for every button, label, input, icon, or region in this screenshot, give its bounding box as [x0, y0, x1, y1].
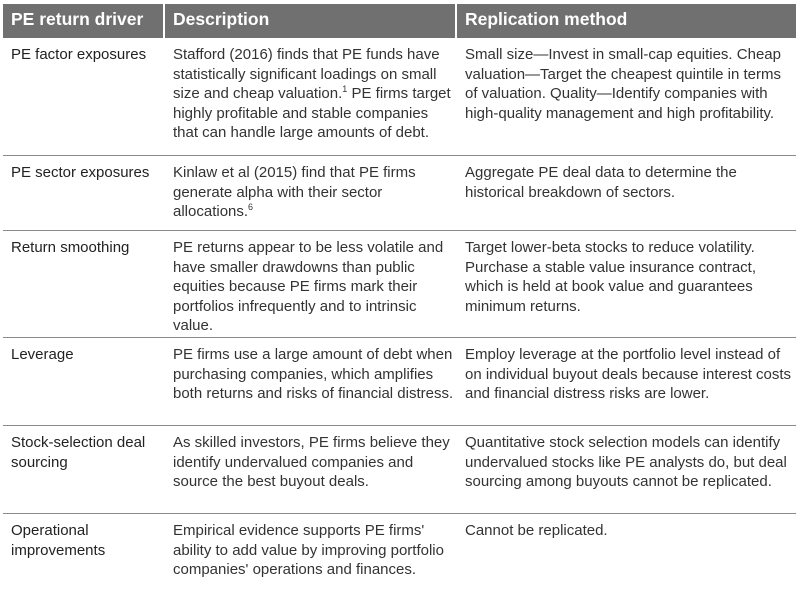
description-cell: As skilled investors, PE firms believe they identify undervalued companies and source the best buyout deals.	[165, 426, 457, 514]
header-replication: Replication method	[457, 4, 796, 38]
description-cell: PE returns appear to be less volatile and have smaller drawdowns than public equities because PE firms mark their portfolios infrequently and to intrinsic value.	[165, 231, 457, 338]
table-row	[3, 156, 796, 231]
header-row	[3, 4, 796, 38]
description-text-tail: PE firms target highly profitable and stable companies that can handle large amounts of debt.	[173, 85, 451, 142]
table-body	[3, 38, 796, 590]
table-row	[3, 38, 796, 156]
replication-cell: Target lower-beta stocks to reduce volatility. Purchase a stable value insurance contract, which is held at book value and guarantees minimum returns.	[457, 231, 796, 338]
replication-cell: Aggregate PE deal data to determine the historical breakdown of sectors.	[457, 156, 796, 231]
replication-cell: Small size—Invest in small-cap equities. Cheap valuation—Target the cheapest quintile in terms of valuation. Quality—Identify companies with high-quality management and high profitability.	[457, 38, 796, 156]
driver-cell: PE sector exposures	[3, 156, 165, 231]
driver-cell: Return smoothing	[3, 231, 165, 338]
description-text: Kinlaw et al (2015) find that PE firms generate alpha with their sector allocations.	[173, 164, 416, 221]
replication-cell: Quantitative stock selection models can identify undervalued stocks like PE analysts do, but deal sourcing among buyouts cannot be replicated.	[457, 426, 796, 514]
description-text: Stafford (2016) finds that PE funds have statistically significant loadings on small size and cheap valuation.	[173, 46, 440, 103]
description-cell	[165, 156, 457, 231]
driver-cell: Operational improvements	[11, 522, 106, 559]
table-row	[3, 338, 796, 426]
replication-cell: Employ leverage at the portfolio level instead of on individual buyout deals because interest costs and financial distress risks are lower.	[457, 338, 796, 426]
description-cell	[165, 38, 457, 156]
table-header	[3, 4, 796, 38]
table-row	[3, 231, 796, 338]
pe-return-drivers-table	[3, 4, 796, 590]
replication-cell: Cannot be replicated.	[465, 522, 608, 539]
description-cell: PE firms use a large amount of debt when purchasing companies, which amplifies both returns and risks of financial distress.	[165, 338, 457, 426]
footnote-ref: 1	[342, 84, 348, 95]
header-driver: PE return driver	[3, 4, 165, 38]
driver-cell: PE factor exposures	[3, 38, 165, 156]
driver-cell: Leverage	[3, 338, 165, 426]
footnote-ref: 6	[248, 202, 254, 213]
driver-cell: Stock-selection deal sourcing	[3, 426, 165, 514]
description-cell: Empirical evidence supports PE firms' ability to add value by improving portfolio companies' operations and finances.	[173, 522, 444, 579]
table-row	[3, 426, 796, 514]
header-description: Description	[165, 4, 457, 38]
table-row	[3, 514, 796, 590]
